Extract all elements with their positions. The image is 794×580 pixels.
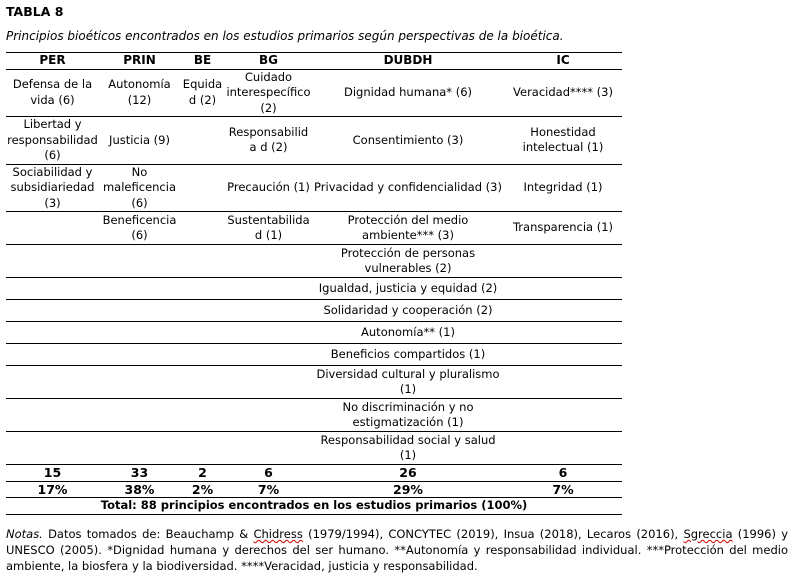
table-cell xyxy=(225,432,312,465)
percent-row-cell: 2% xyxy=(180,481,225,498)
table-cell xyxy=(99,432,180,465)
table-cell: Beneficencia (6) xyxy=(99,212,180,245)
table-cell xyxy=(225,300,312,322)
table-cell xyxy=(6,212,99,245)
table-cell: Precaución (1) xyxy=(225,164,312,212)
table-cell xyxy=(504,322,622,344)
table-row xyxy=(6,245,622,278)
table-cell xyxy=(99,344,180,366)
table-cell: Beneficios compartidos (1) xyxy=(312,344,504,366)
notes-sgreccia: Sgreccia xyxy=(683,527,733,541)
totals-row-cell: 6 xyxy=(504,465,622,482)
table-cell xyxy=(180,432,225,465)
table-row xyxy=(6,366,622,399)
table-cell: Privacidad y confidencialidad (3) xyxy=(312,164,504,212)
table-cell xyxy=(180,366,225,399)
table-cell: Defensa de la vida (6) xyxy=(6,69,99,117)
table-row xyxy=(6,164,622,212)
totals-row-cell: 6 xyxy=(225,465,312,482)
totals-row-cell: 33 xyxy=(99,465,180,482)
table-cell: Autonomía (12) xyxy=(99,69,180,117)
table-cell xyxy=(504,366,622,399)
table-cell: Dignidad humana* (6) xyxy=(312,69,504,117)
table-cell: Igualdad, justicia y equidad (2) xyxy=(312,278,504,300)
header-be: BE xyxy=(180,53,225,70)
table-row xyxy=(6,69,622,117)
percent-row-cell: 29% xyxy=(312,481,504,498)
table-cell xyxy=(6,322,99,344)
table-cell: No discriminación y no estigmatización (1) xyxy=(312,399,504,432)
bioethics-table xyxy=(6,52,622,515)
table-cell: Justicia (9) xyxy=(99,117,180,165)
table-cell: Sustentabilidad (1) xyxy=(225,212,312,245)
table-row xyxy=(6,212,622,245)
table-cell xyxy=(6,366,99,399)
table-cell xyxy=(99,278,180,300)
table-cell xyxy=(180,322,225,344)
table-cell: Protección del medio ambiente*** (3) xyxy=(312,212,504,245)
table-row xyxy=(6,300,622,322)
header-prin: PRIN xyxy=(99,53,180,70)
table-cell: Veracidad**** (3) xyxy=(504,69,622,117)
table-cell xyxy=(99,300,180,322)
table-cell xyxy=(504,399,622,432)
total-row xyxy=(6,498,622,515)
table-cell xyxy=(99,399,180,432)
table-cell xyxy=(180,212,225,245)
notes-chidress: Chidress xyxy=(253,527,303,541)
totals-row-cell: 15 xyxy=(6,465,99,482)
table-cell xyxy=(180,164,225,212)
table-cell: Protección de personas vulnerables (2) xyxy=(312,245,504,278)
table-cell xyxy=(99,322,180,344)
table-row xyxy=(6,117,622,165)
totals-row-cell: 2 xyxy=(180,465,225,482)
totals-row-cell: 26 xyxy=(312,465,504,482)
table-body xyxy=(6,69,622,515)
percent-row-cell: 7% xyxy=(504,481,622,498)
notes-sources-b: (1979/1994), CONCYTEC (2019), Insua (2018), Lecaros (2016), xyxy=(302,527,684,541)
table-cell xyxy=(180,245,225,278)
table-cell xyxy=(6,432,99,465)
table-cell xyxy=(504,245,622,278)
percent-row-cell: 7% xyxy=(225,481,312,498)
table-cell xyxy=(504,344,622,366)
table-caption: Principios bioéticos encontrados en los estudios primarios según perspectivas de la bioética. xyxy=(6,29,564,43)
totals-row xyxy=(6,465,622,482)
table-cell xyxy=(99,366,180,399)
table-cell xyxy=(225,344,312,366)
table-cell xyxy=(6,300,99,322)
table-cell xyxy=(225,399,312,432)
table-cell xyxy=(6,399,99,432)
table-cell xyxy=(180,300,225,322)
notes-sources-c: (1996) y UNESCO (2005). *Dignidad humana y derechos del ser humano. **Autonomía y responsabilidad individual. ***Protección del medio ambiente, la biosfera y la biodiversidad. ****Veracidad, justicia y responsabilidad. xyxy=(6,527,789,573)
table-label: TABLA 8 xyxy=(6,4,64,19)
percent-row xyxy=(6,481,622,498)
table-cell: Cuidado interespecífico (2) xyxy=(226,69,311,115)
table-cell: Diversidad cultural y pluralismo (1) xyxy=(312,366,504,399)
table-row xyxy=(6,432,622,465)
table-cell xyxy=(225,322,312,344)
table-cell: Sociabilidad y subsidiariedad (3) xyxy=(6,164,99,212)
table-cell xyxy=(504,300,622,322)
notes-sources-a: Datos tomados de: Beauchamp & xyxy=(42,527,254,541)
table-cell: Responsabilidad social y salud (1) xyxy=(312,432,504,465)
header-ic: IC xyxy=(504,53,622,70)
table-cell: Solidaridad y cooperación (2) xyxy=(312,300,504,322)
table-notes xyxy=(6,526,788,574)
total-line: Total: 88 principios encontrados en los estudios primarios (100%) xyxy=(6,498,622,515)
table-cell xyxy=(6,278,99,300)
percent-row-cell: 38% xyxy=(99,481,180,498)
table-cell xyxy=(225,366,312,399)
table-cell: Integridad (1) xyxy=(504,164,622,212)
table-cell xyxy=(504,278,622,300)
table-cell xyxy=(180,278,225,300)
table-cell xyxy=(6,245,99,278)
table-row xyxy=(6,278,622,300)
header-bg: BG xyxy=(225,53,312,70)
table-cell xyxy=(180,117,225,165)
table-cell: Transparencia (1) xyxy=(504,212,622,245)
table-cell: No maleficencia (6) xyxy=(99,164,180,212)
table-cell xyxy=(6,344,99,366)
table-cell: Libertad y responsabilidad (6) xyxy=(7,117,98,162)
table-cell: Autonomía** (1) xyxy=(312,322,504,344)
table-cell xyxy=(180,344,225,366)
table-cell xyxy=(504,432,622,465)
table-cell xyxy=(180,399,225,432)
table-cell xyxy=(99,245,180,278)
header-per: PER xyxy=(6,53,99,70)
notes-label: Notas. xyxy=(6,527,43,541)
table-row xyxy=(6,322,622,344)
table-row xyxy=(6,399,622,432)
table-row xyxy=(6,344,622,366)
table-cell xyxy=(225,245,312,278)
percent-row-cell: 17% xyxy=(6,481,99,498)
table-cell: Responsabilida d (2) xyxy=(225,117,312,165)
table-cell: Honestidad intelectual (1) xyxy=(504,117,622,165)
table-cell: Equida d (2) xyxy=(180,69,225,117)
header-row xyxy=(6,53,622,70)
table-cell xyxy=(225,278,312,300)
table-cell: Consentimiento (3) xyxy=(312,117,504,165)
header-dubdh: DUBDH xyxy=(312,53,504,70)
